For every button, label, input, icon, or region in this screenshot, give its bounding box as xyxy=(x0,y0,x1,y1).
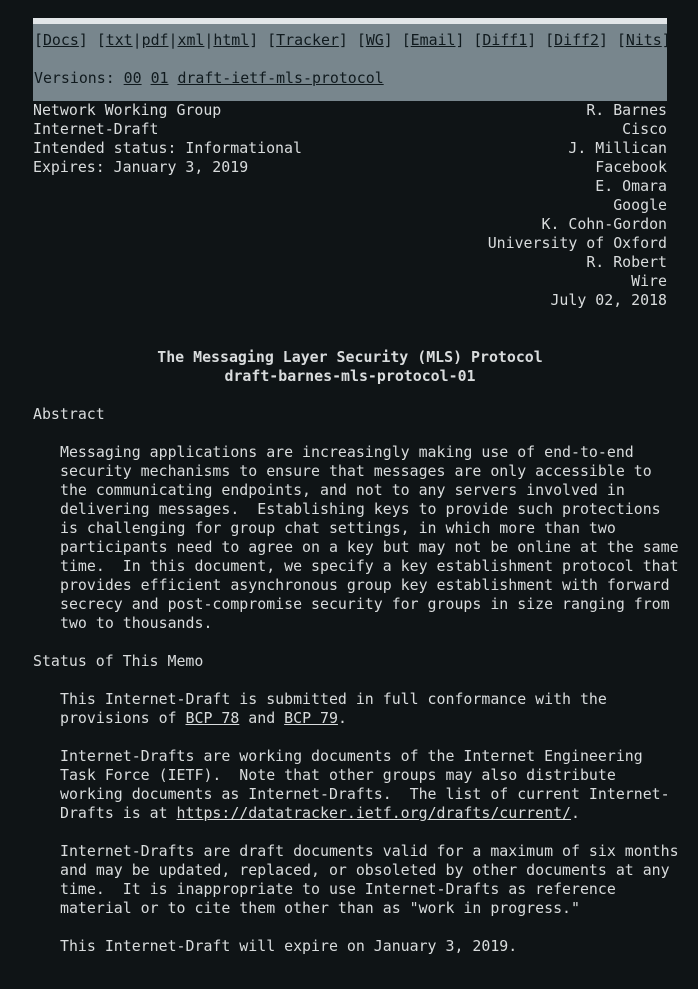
abstract-line: provides efficient asynchronous group key establishment with forward xyxy=(60,576,670,594)
header-right-line: K. Cohn-Gordon xyxy=(541,215,667,233)
bcp78-link[interactable]: BCP 78 xyxy=(185,709,240,727)
header-right-line: J. Millican xyxy=(568,139,667,157)
nav-bar xyxy=(33,18,671,101)
abstract-line: participants need to agree on a key but may not be online at the same xyxy=(60,538,679,556)
abstract-line: time. In this document, we specify a key establishment protocol that xyxy=(60,557,679,575)
header-left-line: Intended status: Informational xyxy=(33,139,302,157)
document-name: draft-barnes-mls-protocol-01 xyxy=(224,367,476,385)
status-text: Drafts is at xyxy=(60,804,177,822)
status-line: Internet-Drafts are draft documents valid for a maximum of six months xyxy=(60,842,679,860)
status-line: Task Force (IETF). Note that other groups may also distribute xyxy=(60,766,616,784)
status-heading: Status of This Memo xyxy=(33,652,204,670)
status-text: and xyxy=(239,709,285,727)
nits-link[interactable]: Nits xyxy=(625,31,662,49)
wg-link[interactable]: WG xyxy=(365,31,384,49)
xml-link[interactable]: xml xyxy=(177,31,205,49)
abstract-line: is challenging for group chat settings, in which more than two xyxy=(60,519,616,537)
header-right-line: E. Omara xyxy=(595,177,667,195)
header-left-line: Network Working Group xyxy=(33,101,222,119)
header-left-line: Internet-Draft xyxy=(33,120,159,138)
abstract-line: the communicating endpoints, and not to any servers involved in xyxy=(60,481,625,499)
version-01-link[interactable]: 01 xyxy=(150,69,169,87)
versions-line xyxy=(34,69,384,88)
header-date: July 02, 2018 xyxy=(550,291,667,309)
status-text: . xyxy=(571,804,580,822)
expiry-line: This Internet-Draft will expire on January 3, 2019. xyxy=(60,937,518,955)
status-line: and may be updated, replaced, or obsoleted by other documents at any xyxy=(60,861,670,879)
abstract-heading: Abstract xyxy=(33,405,105,423)
header-left-line: Expires: January 3, 2019 xyxy=(33,158,249,176)
header-right-line: Wire xyxy=(631,272,667,290)
status-line: working documents as Internet-Drafts. The list of current Internet- xyxy=(60,785,670,803)
header-right-line: Facebook xyxy=(595,158,667,176)
status-line xyxy=(60,804,580,823)
status-line: Internet-Drafts are working documents of the Internet Engineering xyxy=(60,747,643,765)
html-link[interactable]: html xyxy=(213,31,250,49)
abstract-line: two to thousands. xyxy=(60,614,213,632)
diff1-link[interactable]: Diff1 xyxy=(482,31,528,49)
version-00-link[interactable]: 00 xyxy=(123,69,142,87)
diff2-link[interactable]: Diff2 xyxy=(554,31,599,49)
versions-label: Versions: xyxy=(34,69,115,87)
draft-link[interactable]: draft-ietf-mls-protocol xyxy=(177,69,384,87)
status-line: This Internet-Draft is submitted in full conformance with the xyxy=(60,690,607,708)
status-text: provisions of xyxy=(60,709,186,727)
abstract-line: Messaging applications are increasingly making use of end-to-end xyxy=(60,443,634,461)
tracker-link[interactable]: Tracker xyxy=(276,31,339,49)
pdf-link[interactable]: pdf xyxy=(141,31,169,49)
header-right-line: Cisco xyxy=(622,120,667,138)
status-line xyxy=(60,709,347,728)
header-right-line: R. Barnes xyxy=(586,101,667,119)
header-right-line: Google xyxy=(613,196,667,214)
drafts-url-link[interactable]: https://datatracker.ietf.org/drafts/current/ xyxy=(176,804,572,822)
document-title: The Messaging Layer Security (MLS) Protocol xyxy=(157,348,543,366)
abstract-line: secrecy and post-compromise security for groups in size ranging from xyxy=(60,595,670,613)
txt-link[interactable]: txt xyxy=(105,31,133,49)
email-link[interactable]: Email xyxy=(410,31,456,49)
abstract-line: delivering messages. Establishing keys to provide such protections xyxy=(60,500,661,518)
abstract-line: security mechanisms to ensure that messages are only accessible to xyxy=(60,462,652,480)
bcp79-link[interactable]: BCP 79 xyxy=(284,709,338,727)
format-links: [Docs] [txt|pdf|xml|html] [Tracker] [WG] [Email] [Diff1] [Diff2] [Nits] xyxy=(34,31,671,49)
header-right-line: R. Robert xyxy=(586,253,667,271)
status-line: time. It is inappropriate to use Internet-Drafts as reference xyxy=(60,880,616,898)
status-text: . xyxy=(337,709,347,727)
status-line: material or to cite them other than as "work in progress." xyxy=(60,899,580,917)
header-right-line: University of Oxford xyxy=(487,234,667,252)
docs-link[interactable]: Docs xyxy=(42,31,79,49)
